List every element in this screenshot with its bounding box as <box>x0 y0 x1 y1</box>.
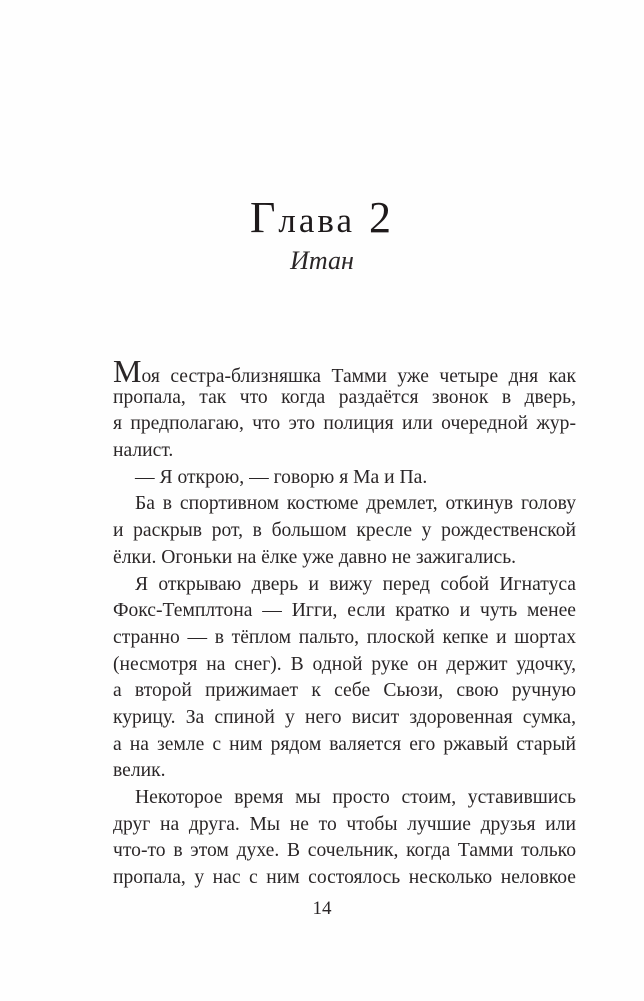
text-line: пропала, у нас с ним состоялось несколько неловкое <box>113 867 576 889</box>
text-line: я предполагаю, что это полиция или очередной жур- <box>113 413 576 435</box>
text-line: а на земле с ним рядом валяется его ржавый старый <box>113 733 576 755</box>
text-line: Фокс-Темплтона — Игги, если кратко и чуть менее <box>113 600 576 622</box>
chapter-number: 2 <box>369 193 395 242</box>
chapter-subtitle: Итан <box>290 246 354 275</box>
text-line: и раскрыв рот, в большом кресле у рождественской <box>113 520 576 542</box>
text-line: пропала, так что когда раздаётся звонок в дверь, <box>113 386 576 408</box>
chapter-title-word: лава <box>278 201 356 240</box>
chapter-title <box>0 193 644 242</box>
text-line: Я открываю дверь и вижу перед собой Игнатуса <box>135 573 576 595</box>
text-line: (несмотря на снег). В одной руке он держит удочку, <box>113 653 576 675</box>
text-line: друг на друга. Мы не то чтобы лучшие друзья или <box>113 813 576 835</box>
text-line: а второй прижимает к себе Сьюзи, свою ручную <box>113 680 576 702</box>
text-line: курицу. За спиной у него висит здоровенная сумка, <box>113 706 576 728</box>
text-line: — Я открою, — говорю я Ма и Па. <box>135 466 428 488</box>
text-line: что-то в этом духе. В сочельник, когда Тамми только <box>113 840 576 862</box>
text-line: Моя сестра-близняшка Тамми уже четыре дня как <box>113 353 576 389</box>
body-text <box>113 353 576 892</box>
text-line: Некоторое время мы просто стоим, уставившись <box>135 787 576 808</box>
text-line: велик. <box>113 760 166 782</box>
text-line: налист. <box>113 440 174 462</box>
text-line: ёлки. Огоньки на ёлке уже давно не зажигались. <box>113 546 517 568</box>
chapter-title-initial: Г <box>249 193 279 242</box>
page-number: 14 <box>312 898 332 919</box>
text-line: Ба в спортивном костюме дремлет, откинув голову <box>135 493 576 515</box>
text-line: странно — в тёплом пальто, плоской кепке и шортах <box>113 626 576 648</box>
drop-cap: М <box>113 353 142 389</box>
